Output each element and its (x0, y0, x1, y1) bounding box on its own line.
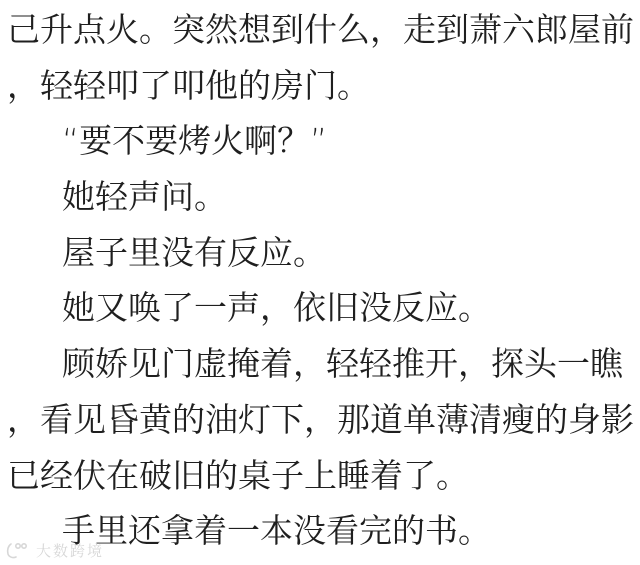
text-line: ，轻轻叩了叩他的房门。 (7, 65, 370, 105)
brand-logo-icon (5, 542, 31, 560)
text-line: 已经伏在破旧的桌子上睡着了。 (7, 455, 469, 495)
text-line: 手里还拿着一本没看完的书。 (62, 511, 491, 551)
text-line: ，看见昏黄的油灯下，那道单薄清瘦的身影 (7, 399, 634, 439)
watermark (5, 540, 104, 561)
text-line: 屋子里没有反应。 (62, 232, 326, 272)
novel-text-block (7, 2, 640, 559)
text-line: 她轻声问。 (62, 177, 227, 217)
text-line: 她又唤了一声，依旧没反应。 (62, 288, 491, 328)
text-line: 己升点火。突然想到什么，走到萧六郎屋前 (7, 10, 634, 49)
text-line: “要不要烤火啊？” (62, 121, 328, 161)
watermark-label: 大数跨境 (36, 542, 105, 560)
text-line: 顾娇见门虚掩着，轻轻推开，探头一瞧 (62, 344, 623, 384)
